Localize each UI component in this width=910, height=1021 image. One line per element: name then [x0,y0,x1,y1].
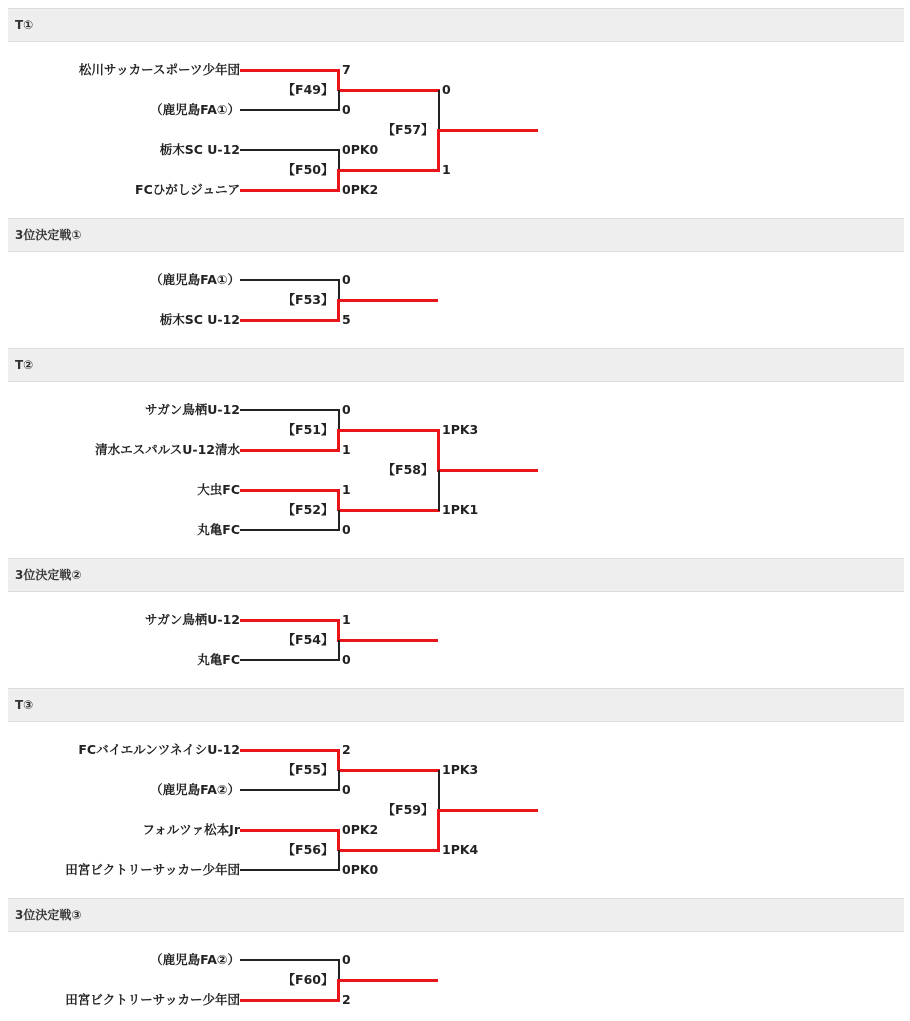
bracket-line-winner [337,749,340,771]
match-id: 【F50】 [282,162,334,177]
bracket-line [438,770,440,811]
bracket-line [338,770,340,791]
team-name: 田宮ビクトリーサッカー少年団 [65,862,240,877]
team-name: 田宮ビクトリーサッカー少年団 [65,992,240,1007]
section-header-third-place-2: 3位決定戦② [8,558,904,592]
bracket-line [240,659,340,661]
bracket-line-winner [440,129,538,132]
match-id: 【F60】 [282,972,334,987]
bracket-line [240,409,340,411]
score: 1PK3 [442,422,479,437]
bracket-line-winner [240,449,340,452]
match-id: 【F55】 [282,762,334,777]
bracket-line-winner [437,809,440,852]
score: 0 [342,782,351,797]
bracket-line-winner [240,999,340,1002]
bracket-line-winner [240,619,340,622]
score: 0 [342,652,351,667]
bracket-line-winner [340,89,440,92]
team-name: （鹿児島FA②） [150,782,240,797]
bracket-line-winner [340,639,438,642]
bracket-line-winner [337,299,340,322]
score: 0PK0 [342,142,379,157]
score: 7 [342,62,351,77]
match-id: 【F53】 [282,292,334,307]
team-name: フォルツァ松本Jr [142,822,240,837]
bracket-line-winner [240,319,340,322]
bracket-line-winner [437,129,440,172]
bracket-line-winner [240,189,340,192]
bracket-line-winner [340,299,438,302]
section-header-third-place-1: 3位決定戦① [8,218,904,252]
bracket-line-winner [337,489,340,511]
score: 0 [442,82,451,97]
bracket-line-winner [340,979,438,982]
match-id: 【F59】 [382,802,434,817]
score: 1 [342,612,351,627]
score: 0PK2 [342,182,379,197]
team-name: FCバイエルンツネイシU-12 [78,742,240,757]
bracket-line [240,279,340,281]
score: 5 [342,312,351,327]
bracket-line-winner [440,809,538,812]
score: 0 [342,952,351,967]
team-name: （鹿児島FA②） [150,952,240,967]
bracket-line-winner [340,849,440,852]
score: 0PK0 [342,862,379,877]
bracket-line [438,90,440,131]
bracket-line-winner [240,489,340,492]
bracket-line [240,959,340,961]
team-name: 丸亀FC [197,522,240,537]
score: 1 [342,442,351,457]
bracket-line [240,149,340,151]
score: 1 [442,162,451,177]
match-id: 【F56】 [282,842,334,857]
match-id: 【F57】 [382,122,434,137]
score: 0 [342,102,351,117]
bracket-line-winner [340,169,440,172]
team-name: サガン鳥栖U-12 [145,612,240,627]
bracket-line-winner [337,429,340,452]
bracket-line-winner [340,509,440,512]
match-id: 【F52】 [282,502,334,517]
section-header-t1: T① [8,8,904,42]
bracket-line [240,529,340,531]
score: 0 [342,272,351,287]
team-name: 松川サッカースポーツ少年団 [78,62,240,77]
bracket-line [438,470,440,511]
bracket-line-winner [437,429,440,472]
score: 0PK2 [342,822,379,837]
bracket-line [338,279,340,300]
team-name: 丸亀FC [197,652,240,667]
score: 2 [342,992,351,1007]
bracket-line [338,149,340,170]
bracket-line-winner [240,69,340,72]
bracket-line-winner [337,829,340,851]
score: 1 [342,482,351,497]
team-name: 栃木SC U-12 [159,142,240,157]
match-id: 【F58】 [382,462,434,477]
team-name: サガン鳥栖U-12 [145,402,240,417]
match-id: 【F49】 [282,82,334,97]
section-header-t2: T② [8,348,904,382]
bracket-line [338,850,340,871]
score: 0 [342,402,351,417]
bracket-line-winner [337,979,340,1002]
section-header-t3: T③ [8,688,904,722]
bracket-line-winner [337,69,340,91]
section-header-third-place-3: 3位決定戦③ [8,898,904,932]
bracket-line-winner [340,429,440,432]
team-name: FCひがしジュニア [135,182,240,197]
bracket-line-winner [440,469,538,472]
bracket-line [338,510,340,531]
bracket-line-winner [340,769,440,772]
bracket-line [338,959,340,980]
bracket-line-winner [240,829,340,832]
score: 1PK1 [442,502,479,517]
team-name: （鹿児島FA①） [150,102,240,117]
score: 0 [342,522,351,537]
bracket-line-winner [240,749,340,752]
bracket-line [338,640,340,661]
bracket-line-winner [337,169,340,192]
bracket-line [240,109,340,111]
team-name: 大虫FC [197,482,240,497]
bracket-line [240,869,340,871]
bracket-line [338,90,340,111]
score: 1PK4 [442,842,479,857]
bracket-line [240,789,340,791]
team-name: （鹿児島FA①） [150,272,240,287]
match-id: 【F51】 [282,422,334,437]
match-id: 【F54】 [282,632,334,647]
score: 1PK3 [442,762,479,777]
score: 2 [342,742,351,757]
team-name: 栃木SC U-12 [159,312,240,327]
bracket-line [338,409,340,430]
team-name: 清水エスパルスU-12清水 [95,442,240,457]
